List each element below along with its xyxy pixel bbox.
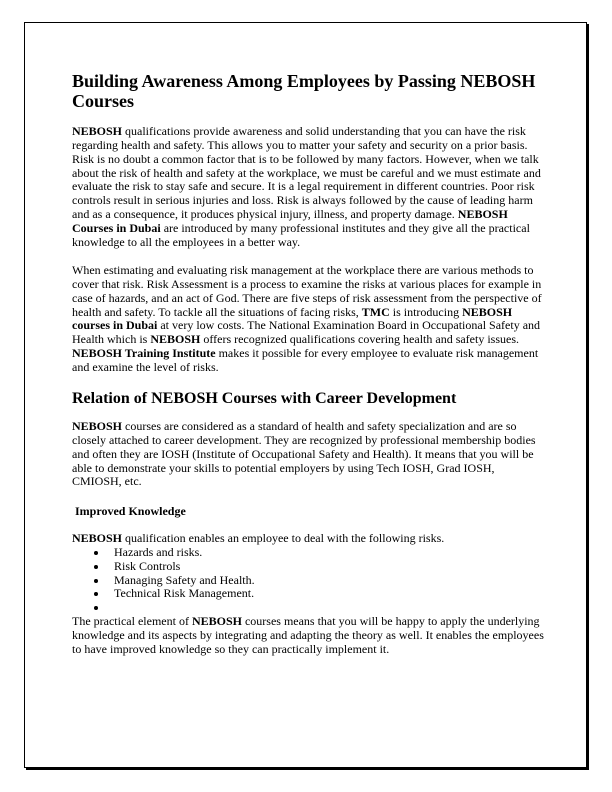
list-item — [108, 601, 544, 615]
bold-text: NEBOSH — [150, 332, 201, 347]
document-title-block — [72, 71, 544, 111]
bold-text: NEBOSH courses in Dubai — [72, 304, 513, 333]
knowledge-block — [72, 532, 544, 657]
text-run: qualifications provide awareness and solid understanding that you can have the risk regarding health and safety. This allows you to matter your safety and security on a prior basis. Risk is no doubt a common factor that is to be followed by many factors. However, when we talk about the risk of health and safety at the workplace, we must be careful and we must estimate and evaluate the risk to stay safe and secure. It is a legal requirement in different countries. Poor risk controls result in serious injuries and loss. Risk is always followed by the cause of leading harm and as a consequence, it produces physical injury, illness, and property damage. — [72, 124, 541, 222]
bold-text: TMC — [361, 304, 390, 319]
text-run: at very low costs. The National Examination Board in Occupational Safety and Health which is — [72, 318, 541, 347]
list-item: • Hazards and risks. — [108, 546, 544, 560]
text-run: The practical element of — [72, 614, 192, 629]
text-run: qualification enables an employee to deal with the following risks. — [122, 531, 445, 545]
risk-list — [72, 546, 544, 615]
text-run: courses are considered as a standard of health and safety specialization and are so closely attached to career development. They are recognized by professional membership bodies and often they are IOSH (Institute of Occupational Safety and Health). It means that you will be able to demonstrate your skills to potential employers by using Tech IOSH, Grad IOSH, CMIOSH, etc. — [72, 419, 536, 489]
list-item: • Managing Safety and Health. — [108, 574, 544, 588]
text-run: courses means that you will be happy to apply the underlying knowledge and its aspects by integrating and adapting the theory as well. It enables the employees to have improved knowledge so they can practically implement it. — [72, 614, 544, 656]
section-heading-block — [72, 390, 544, 408]
bold-text: NEBOSH Training Institute — [72, 346, 216, 361]
text-run: offers recognized qualifications covering health and safety issues. — [200, 332, 520, 347]
text-run: makes it possible for every employee to evaluate risk management and examine the level of risks. — [72, 346, 539, 374]
subheading-block — [75, 504, 547, 518]
list-item: • Technical Risk Management. — [108, 587, 544, 601]
intro-paragraph-block — [72, 125, 544, 250]
bold-text: NEBOSH — [72, 419, 123, 433]
career-paragraph-block — [72, 420, 544, 489]
risk-assessment-paragraph-block — [72, 264, 544, 375]
bold-text: NEBOSH — [191, 614, 242, 629]
text-run: are introduced by many professional institutes and they give all the practical knowledge to all the employees in a better way. — [72, 220, 530, 249]
knowledge-paragraph — [72, 532, 544, 546]
document-title: Building Awareness Among Employees by Passing NEBOSH Courses — [72, 71, 536, 111]
career-paragraph — [72, 420, 544, 489]
text-run: When estimating and evaluating risk management at the workplace there are various methods to cover that risk. Risk Assessment is a process to examine the risks at various places for example in case of hazards, and an act of God. There are five steps of risk assessment from the perspective of health and safety. To tackle all the situations of facing risks, — [72, 263, 542, 319]
practical-paragraph — [72, 615, 544, 657]
list-item: • Risk Controls — [108, 560, 544, 574]
bold-text: NEBOSH Courses in Dubai — [72, 207, 508, 235]
risk-assessment-paragraph — [72, 264, 544, 375]
subheading: Improved Knowledge — [75, 504, 186, 518]
bold-text: NEBOSH — [72, 531, 123, 545]
section-heading: Relation of NEBOSH Courses with Career Development — [72, 390, 457, 407]
intro-paragraph — [72, 125, 544, 250]
bold-text: NEBOSH — [72, 124, 123, 138]
text-run: is introducing — [389, 304, 463, 319]
